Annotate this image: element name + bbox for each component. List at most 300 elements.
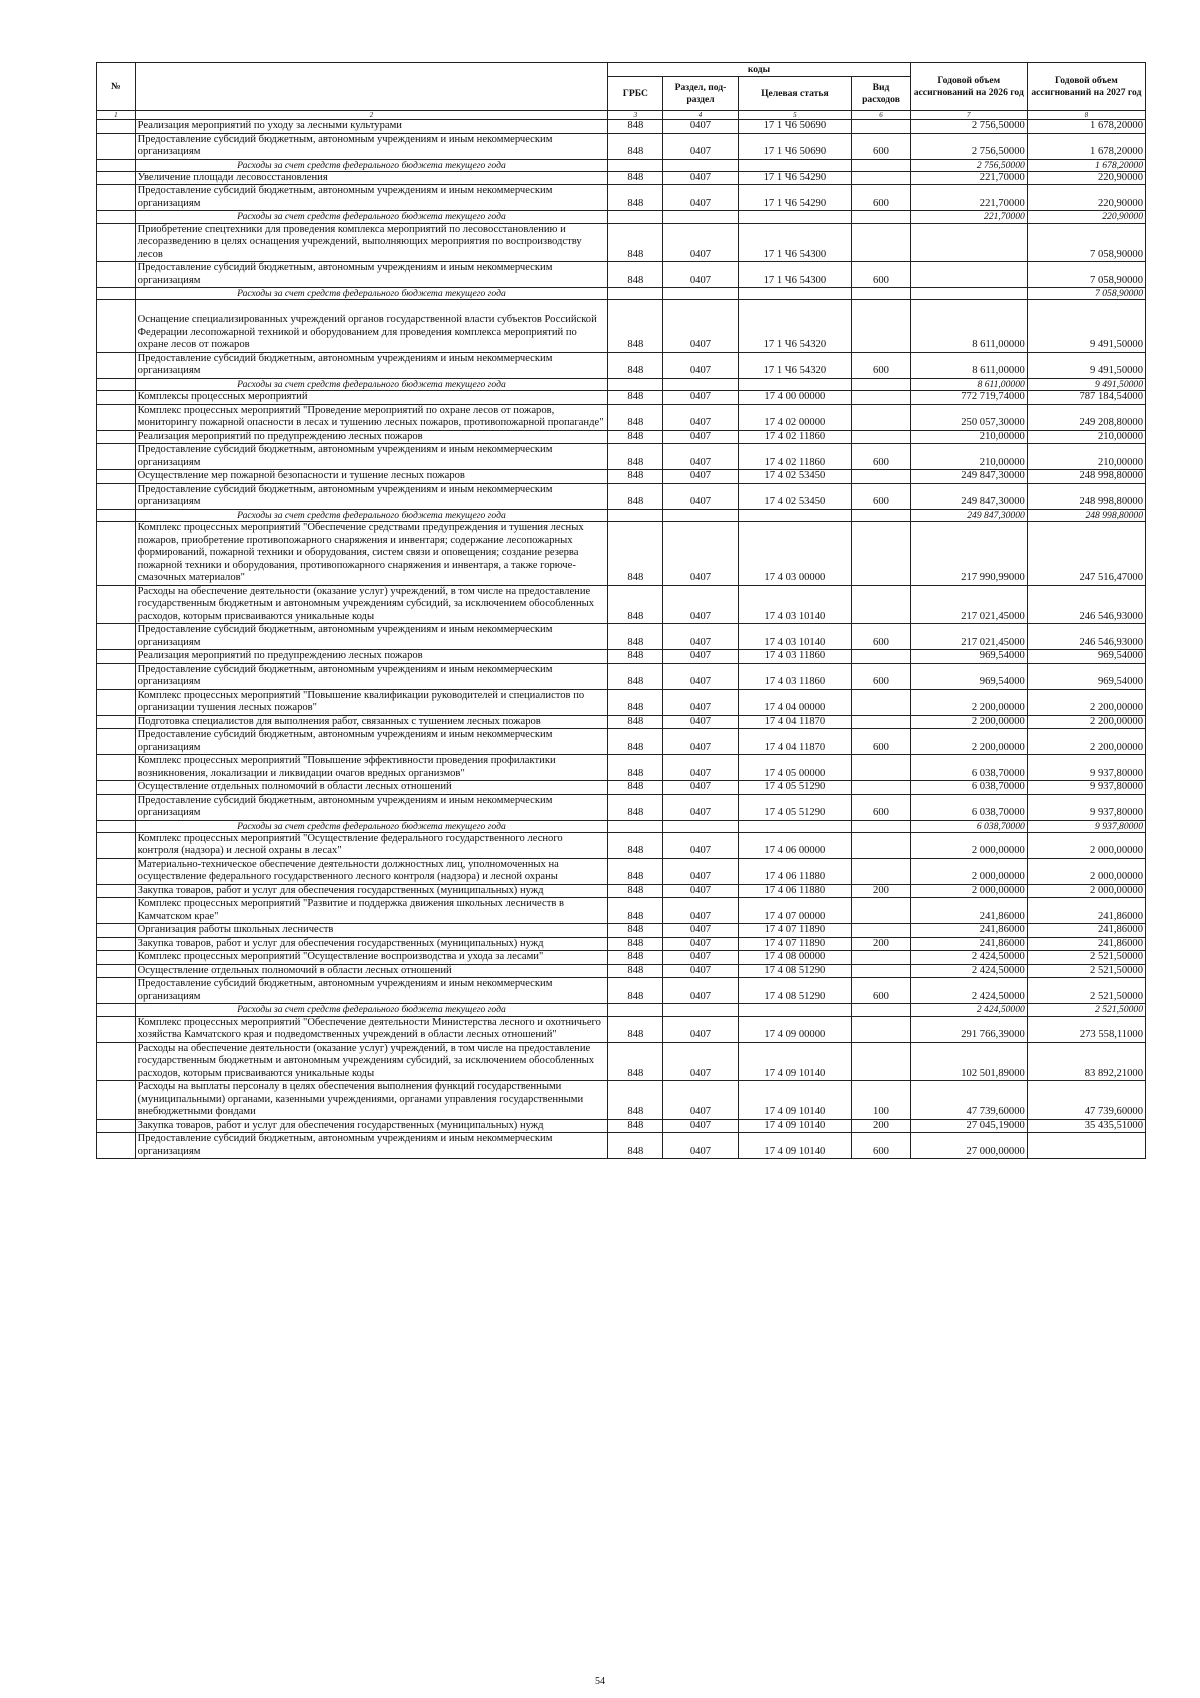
cell-a: 210,00000	[910, 444, 1027, 470]
table-row	[97, 262, 1146, 288]
cell-vr: 600	[852, 729, 911, 755]
cell-name: Комплекс процессных мероприятий "Обеспечение деятельности Министерства лесного и охотничьего хозяйства Камчатского края и подведомственных учреждений в области лесных отношений"	[135, 1016, 608, 1042]
cell-grbs: 848	[608, 924, 663, 938]
cell-grbs	[608, 288, 663, 300]
cell-b: 2 200,00000	[1027, 689, 1145, 715]
cell-grbs: 848	[608, 858, 663, 884]
column-number: 4	[663, 111, 738, 120]
cell-grbs: 848	[608, 522, 663, 586]
cell-grbs: 848	[608, 300, 663, 353]
cell-rz	[663, 159, 738, 171]
cell-grbs: 848	[608, 404, 663, 430]
cell-name: Предоставление субсидий бюджетным, автономным учреждениям и иным некоммерческим организациям	[135, 483, 608, 509]
cell-name: Оснащение специализированных учреждений органов государственной власти субъектов Российской Федерации лесопожарной техникой и оборудованием для проведения комплекса мероприятий по охране лесов от пожаров	[135, 300, 608, 353]
cell-vr	[852, 858, 911, 884]
cell-grbs: 848	[608, 781, 663, 795]
cell-name: Предоставление субсидий бюджетным, автономным учреждениям и иным некоммерческим организациям	[135, 663, 608, 689]
table-row	[97, 1004, 1146, 1016]
cell-grbs	[608, 159, 663, 171]
cell-cs: 17 4 02 11860	[738, 444, 852, 470]
cell-cs: 17 4 09 00000	[738, 1016, 852, 1042]
cell-grbs: 848	[608, 794, 663, 820]
cell-cs: 17 4 06 00000	[738, 832, 852, 858]
table-row	[97, 663, 1146, 689]
row-number-cell	[97, 211, 136, 223]
cell-rz: 0407	[663, 663, 738, 689]
cell-grbs: 848	[608, 133, 663, 159]
row-number-cell	[97, 223, 136, 262]
cell-grbs: 848	[608, 689, 663, 715]
cell-b: 220,90000	[1027, 185, 1145, 211]
row-number-cell	[97, 964, 136, 978]
row-number-cell	[97, 288, 136, 300]
cell-cs: 17 4 04 11870	[738, 715, 852, 729]
cell-vr: 600	[852, 978, 911, 1004]
cell-a: 969,54000	[910, 650, 1027, 664]
row-number-cell	[97, 522, 136, 586]
cell-vr: 600	[852, 444, 911, 470]
cell-b: 241,86000	[1027, 924, 1145, 938]
table-row	[97, 288, 1146, 300]
cell-vr: 600	[852, 663, 911, 689]
cell-rz	[663, 509, 738, 521]
cell-vr	[852, 509, 911, 521]
cell-name: Подготовка специалистов для выполнения работ, связанных с тушением лесных пожаров	[135, 715, 608, 729]
table-row	[97, 483, 1146, 509]
row-number-cell	[97, 794, 136, 820]
cell-cs: 17 1 Ч6 50690	[738, 120, 852, 134]
table-row	[97, 781, 1146, 795]
cell-grbs	[608, 378, 663, 390]
cell-cs: 17 4 07 11890	[738, 937, 852, 951]
cell-b: 249 208,80000	[1027, 404, 1145, 430]
cell-b: 787 184,54000	[1027, 391, 1145, 405]
cell-grbs: 848	[608, 352, 663, 378]
cell-cs: 17 4 06 11880	[738, 884, 852, 898]
cell-cs: 17 4 09 10140	[738, 1133, 852, 1159]
cell-a: 217 021,45000	[910, 624, 1027, 650]
cell-grbs: 848	[608, 262, 663, 288]
cell-cs: 17 4 03 00000	[738, 522, 852, 586]
cell-grbs: 848	[608, 430, 663, 444]
table-row	[97, 352, 1146, 378]
cell-a: 2 200,00000	[910, 715, 1027, 729]
col-grbs-header: ГРБС	[608, 77, 663, 111]
cell-vr	[852, 1016, 911, 1042]
table-body	[97, 120, 1146, 1159]
cell-vr	[852, 159, 911, 171]
cell-name: Расходы за счет средств федерального бюджета текущего года	[135, 509, 608, 521]
cell-cs: 17 1 Ч6 50690	[738, 133, 852, 159]
table-row	[97, 404, 1146, 430]
cell-name: Расходы за счет средств федерального бюджета текущего года	[135, 288, 608, 300]
cell-a: 2 200,00000	[910, 689, 1027, 715]
cell-cs: 17 4 07 11890	[738, 924, 852, 938]
cell-grbs	[608, 1004, 663, 1016]
cell-rz: 0407	[663, 522, 738, 586]
cell-cs: 17 4 03 10140	[738, 585, 852, 624]
cell-b: 273 558,11000	[1027, 1016, 1145, 1042]
table-row	[97, 1119, 1146, 1133]
cell-b: 9 937,80000	[1027, 781, 1145, 795]
table-row	[97, 951, 1146, 965]
table-row	[97, 444, 1146, 470]
cell-name: Расходы за счет средств федерального бюджета текущего года	[135, 820, 608, 832]
cell-b: 2 521,50000	[1027, 1004, 1145, 1016]
cell-b: 35 435,51000	[1027, 1119, 1145, 1133]
table-row	[97, 585, 1146, 624]
cell-b: 220,90000	[1027, 211, 1145, 223]
cell-rz: 0407	[663, 391, 738, 405]
cell-vr: 600	[852, 1133, 911, 1159]
cell-rz: 0407	[663, 185, 738, 211]
table-row	[97, 978, 1146, 1004]
cell-vr	[852, 755, 911, 781]
col-no-header: №	[97, 63, 136, 111]
cell-a: 291 766,39000	[910, 1016, 1027, 1042]
cell-rz: 0407	[663, 858, 738, 884]
cell-rz: 0407	[663, 898, 738, 924]
cell-b: 241,86000	[1027, 937, 1145, 951]
cell-cs	[738, 509, 852, 521]
cell-grbs: 848	[608, 1042, 663, 1081]
cell-b	[1027, 1133, 1145, 1159]
cell-a: 241,86000	[910, 924, 1027, 938]
cell-rz: 0407	[663, 715, 738, 729]
cell-cs	[738, 159, 852, 171]
cell-name: Материально-техническое обеспечение деятельности должностных лиц, уполномоченных на осуществление федерального государственного лесного контроля (надзора) и лесной охраны	[135, 858, 608, 884]
budget-table	[96, 62, 1146, 1159]
cell-rz: 0407	[663, 404, 738, 430]
cell-b: 9 491,50000	[1027, 378, 1145, 390]
cell-rz: 0407	[663, 352, 738, 378]
cell-rz: 0407	[663, 884, 738, 898]
cell-grbs: 848	[608, 964, 663, 978]
cell-rz: 0407	[663, 832, 738, 858]
cell-cs: 17 4 09 10140	[738, 1081, 852, 1120]
cell-vr	[852, 223, 911, 262]
cell-rz: 0407	[663, 444, 738, 470]
row-number-cell	[97, 262, 136, 288]
cell-a: 2 000,00000	[910, 858, 1027, 884]
cell-a: 210,00000	[910, 430, 1027, 444]
cell-rz: 0407	[663, 978, 738, 1004]
cell-rz: 0407	[663, 794, 738, 820]
cell-grbs: 848	[608, 937, 663, 951]
cell-name: Расходы за счет средств федерального бюджета текущего года	[135, 211, 608, 223]
cell-rz: 0407	[663, 585, 738, 624]
row-number-cell	[97, 689, 136, 715]
cell-name: Закупка товаров, работ и услуг для обеспечения государственных (муниципальных) нужд	[135, 884, 608, 898]
cell-rz: 0407	[663, 1042, 738, 1081]
cell-name: Комплекс процессных мероприятий "Развитие и поддержка движения школьных лесничеств в Камчатском крае"	[135, 898, 608, 924]
cell-grbs	[608, 509, 663, 521]
cell-a: 47 739,60000	[910, 1081, 1027, 1120]
cell-b: 246 546,93000	[1027, 624, 1145, 650]
row-number-cell	[97, 650, 136, 664]
cell-name: Закупка товаров, работ и услуг для обеспечения государственных (муниципальных) нужд	[135, 937, 608, 951]
table-row	[97, 133, 1146, 159]
cell-b: 9 937,80000	[1027, 820, 1145, 832]
cell-a	[910, 288, 1027, 300]
row-number-cell	[97, 120, 136, 134]
table-row	[97, 858, 1146, 884]
row-number-cell	[97, 159, 136, 171]
row-number-cell	[97, 444, 136, 470]
cell-vr	[852, 585, 911, 624]
cell-vr	[852, 470, 911, 484]
cell-grbs: 848	[608, 1081, 663, 1120]
cell-name: Предоставление субсидий бюджетным, автономным учреждениям и иным некоммерческим организациям	[135, 794, 608, 820]
cell-rz: 0407	[663, 1081, 738, 1120]
cell-grbs: 848	[608, 884, 663, 898]
cell-vr	[852, 781, 911, 795]
row-number-cell	[97, 585, 136, 624]
table-row	[97, 624, 1146, 650]
cell-rz: 0407	[663, 300, 738, 353]
cell-a: 27 000,00000	[910, 1133, 1027, 1159]
table-row	[97, 171, 1146, 185]
table-row	[97, 185, 1146, 211]
row-number-cell	[97, 951, 136, 965]
row-number-cell	[97, 185, 136, 211]
cell-rz: 0407	[663, 624, 738, 650]
cell-rz: 0407	[663, 430, 738, 444]
row-number-cell	[97, 978, 136, 1004]
cell-name: Предоставление субсидий бюджетным, автономным учреждениям и иным некоммерческим организациям	[135, 352, 608, 378]
cell-a: 241,86000	[910, 898, 1027, 924]
table-row	[97, 223, 1146, 262]
cell-b: 9 491,50000	[1027, 352, 1145, 378]
cell-grbs	[608, 820, 663, 832]
cell-b: 241,86000	[1027, 898, 1145, 924]
cell-vr	[852, 964, 911, 978]
cell-rz: 0407	[663, 729, 738, 755]
table-row	[97, 794, 1146, 820]
page-number: 54	[595, 1676, 605, 1687]
cell-a: 249 847,30000	[910, 509, 1027, 521]
cell-rz: 0407	[663, 483, 738, 509]
budget-table-wrapper	[96, 62, 1146, 1159]
cell-vr: 200	[852, 884, 911, 898]
table-row	[97, 159, 1146, 171]
cell-a: 2 756,50000	[910, 159, 1027, 171]
cell-a: 6 038,70000	[910, 755, 1027, 781]
cell-vr	[852, 430, 911, 444]
table-row	[97, 924, 1146, 938]
cell-rz	[663, 211, 738, 223]
cell-name: Закупка товаров, работ и услуг для обеспечения государственных (муниципальных) нужд	[135, 1119, 608, 1133]
cell-grbs: 848	[608, 1119, 663, 1133]
column-number: 2	[135, 111, 608, 120]
cell-vr	[852, 898, 911, 924]
cell-rz: 0407	[663, 964, 738, 978]
row-number-cell	[97, 1081, 136, 1120]
col-razdel-header: Раздел, под-раздел	[663, 77, 738, 111]
cell-cs: 17 4 04 11870	[738, 729, 852, 755]
row-number-cell	[97, 715, 136, 729]
cell-name: Предоставление субсидий бюджетным, автономным учреждениям и иным некоммерческим организациям	[135, 444, 608, 470]
cell-vr: 600	[852, 185, 911, 211]
cell-b: 7 058,90000	[1027, 262, 1145, 288]
table-row	[97, 378, 1146, 390]
cell-vr: 600	[852, 794, 911, 820]
table-row	[97, 1081, 1146, 1120]
cell-name: Расходы за счет средств федерального бюджета текущего года	[135, 378, 608, 390]
cell-grbs: 848	[608, 223, 663, 262]
cell-cs: 17 1 Ч6 54290	[738, 171, 852, 185]
cell-a: 2 424,50000	[910, 978, 1027, 1004]
cell-vr: 600	[852, 133, 911, 159]
table-row	[97, 898, 1146, 924]
row-number-cell	[97, 133, 136, 159]
col-2027-header: Годовой объем ассигнований на 2027 год	[1027, 63, 1145, 111]
cell-grbs: 848	[608, 755, 663, 781]
table-row	[97, 391, 1146, 405]
cell-name: Предоставление субсидий бюджетным, автономным учреждениям и иным некоммерческим организациям	[135, 624, 608, 650]
cell-b: 2 521,50000	[1027, 978, 1145, 1004]
row-number-cell	[97, 781, 136, 795]
cell-vr	[852, 120, 911, 134]
row-number-cell	[97, 624, 136, 650]
table-row	[97, 689, 1146, 715]
cell-cs: 17 4 05 51290	[738, 781, 852, 795]
cell-grbs: 848	[608, 444, 663, 470]
cell-b: 2 521,50000	[1027, 964, 1145, 978]
cell-a: 8 611,00000	[910, 352, 1027, 378]
row-number-cell	[97, 378, 136, 390]
cell-vr	[852, 1042, 911, 1081]
cell-rz: 0407	[663, 1016, 738, 1042]
cell-rz: 0407	[663, 262, 738, 288]
cell-vr: 600	[852, 624, 911, 650]
cell-b: 247 516,47000	[1027, 522, 1145, 586]
cell-vr	[852, 832, 911, 858]
col-name-header	[135, 63, 608, 111]
cell-b: 1 678,20000	[1027, 133, 1145, 159]
table-row	[97, 650, 1146, 664]
cell-grbs: 848	[608, 185, 663, 211]
cell-a: 2 424,50000	[910, 1004, 1027, 1016]
row-number-cell	[97, 1119, 136, 1133]
cell-a: 2 756,50000	[910, 133, 1027, 159]
table-row	[97, 755, 1146, 781]
cell-a: 102 501,89000	[910, 1042, 1027, 1081]
cell-name: Расходы за счет средств федерального бюджета текущего года	[135, 159, 608, 171]
cell-name: Реализация мероприятий по предупреждению лесных пожаров	[135, 650, 608, 664]
cell-rz: 0407	[663, 924, 738, 938]
cell-name: Расходы на выплаты персоналу в целях обеспечения выполнения функций государственными (муниципальными) органами, казенными учреждениями, органами управления государственными внебюджетными фондами	[135, 1081, 608, 1120]
table-row	[97, 470, 1146, 484]
row-number-cell	[97, 300, 136, 353]
cell-name: Осуществление мер пожарной безопасности и тушение лесных пожаров	[135, 470, 608, 484]
cell-name: Расходы на обеспечение деятельности (оказание услуг) учреждений, в том числе на предоставление государственным бюджетным и автономным учреждениям субсидий, за исключением обособленных расходов, которым присваиваются уникальные коды	[135, 585, 608, 624]
cell-cs: 17 4 06 11880	[738, 858, 852, 884]
cell-a: 6 038,70000	[910, 781, 1027, 795]
table-row	[97, 522, 1146, 586]
cell-grbs: 848	[608, 1016, 663, 1042]
cell-name: Организация работы школьных лесничеств	[135, 924, 608, 938]
row-number-cell	[97, 729, 136, 755]
cell-grbs: 848	[608, 470, 663, 484]
cell-name: Предоставление субсидий бюджетным, автономным учреждениям и иным некоммерческим организациям	[135, 978, 608, 1004]
cell-a: 249 847,30000	[910, 470, 1027, 484]
cell-grbs: 848	[608, 663, 663, 689]
cell-rz: 0407	[663, 133, 738, 159]
cell-name: Увеличение площади лесовосстановления	[135, 171, 608, 185]
cell-rz: 0407	[663, 781, 738, 795]
cell-a: 8 611,00000	[910, 378, 1027, 390]
table-row	[97, 430, 1146, 444]
cell-b: 83 892,21000	[1027, 1042, 1145, 1081]
table-row	[97, 1133, 1146, 1159]
cell-cs: 17 4 03 11860	[738, 650, 852, 664]
row-number-cell	[97, 858, 136, 884]
cell-rz: 0407	[663, 1119, 738, 1133]
cell-rz: 0407	[663, 689, 738, 715]
cell-name: Комплекс процессных мероприятий "Обеспечение средствами предупреждения и тушения лесных пожаров, приобретение противопожарного снаряжения и инвентаря; содержание лесопожарных формирований, пожарной техники и оборудования, систем связи и оповещения; создание резерва пожарной техники и оборудования, противопожарного снаряжения и инвентаря, а также горюче-смазочных материалов"	[135, 522, 608, 586]
cell-name: Комплекс процессных мероприятий "Проведение мероприятий по охране лесов от пожаров, мониторингу пожарной опасности в лесах и тушению лесных пожаров, противопожарной пропаганде"	[135, 404, 608, 430]
cell-name: Осуществление отдельных полномочий в области лесных отношений	[135, 781, 608, 795]
cell-name: Реализация мероприятий по предупреждению лесных пожаров	[135, 430, 608, 444]
cell-name: Комплекс процессных мероприятий "Осуществление воспроизводства и ухода за лесами"	[135, 951, 608, 965]
cell-grbs: 848	[608, 624, 663, 650]
cell-vr	[852, 689, 911, 715]
cell-grbs: 848	[608, 483, 663, 509]
cell-vr	[852, 378, 911, 390]
row-number-cell	[97, 391, 136, 405]
cell-grbs: 848	[608, 951, 663, 965]
cell-rz	[663, 288, 738, 300]
cell-b: 210,00000	[1027, 444, 1145, 470]
table-row	[97, 300, 1146, 353]
cell-rz	[663, 820, 738, 832]
cell-b: 9 937,80000	[1027, 755, 1145, 781]
cell-name: Комплекс процессных мероприятий "Повышение эффективности проведения профилактики возникновения, локализации и ликвидации очагов вредных организмов"	[135, 755, 608, 781]
row-number-cell	[97, 352, 136, 378]
cell-cs: 17 4 05 00000	[738, 755, 852, 781]
cell-cs: 17 4 02 53450	[738, 470, 852, 484]
cell-b: 2 000,00000	[1027, 832, 1145, 858]
cell-b: 220,90000	[1027, 171, 1145, 185]
cell-grbs: 848	[608, 832, 663, 858]
cell-cs	[738, 211, 852, 223]
cell-a: 2 424,50000	[910, 964, 1027, 978]
cell-vr: 200	[852, 937, 911, 951]
cell-b: 2 200,00000	[1027, 715, 1145, 729]
cell-vr	[852, 300, 911, 353]
cell-vr	[852, 288, 911, 300]
cell-cs	[738, 1004, 852, 1016]
cell-cs: 17 4 02 00000	[738, 404, 852, 430]
cell-b: 210,00000	[1027, 430, 1145, 444]
cell-rz: 0407	[663, 951, 738, 965]
cell-rz: 0407	[663, 470, 738, 484]
cell-cs	[738, 820, 852, 832]
cell-rz	[663, 378, 738, 390]
cell-cs: 17 1 Ч6 54300	[738, 262, 852, 288]
cell-vr	[852, 404, 911, 430]
column-number: 3	[608, 111, 663, 120]
cell-grbs: 848	[608, 1133, 663, 1159]
table-row	[97, 832, 1146, 858]
cell-cs: 17 1 Ч6 54320	[738, 300, 852, 353]
cell-vr	[852, 171, 911, 185]
row-number-cell	[97, 884, 136, 898]
cell-cs: 17 4 07 00000	[738, 898, 852, 924]
col-2026-header: Годовой объем ассигнований на 2026 год	[910, 63, 1027, 111]
cell-a	[910, 223, 1027, 262]
